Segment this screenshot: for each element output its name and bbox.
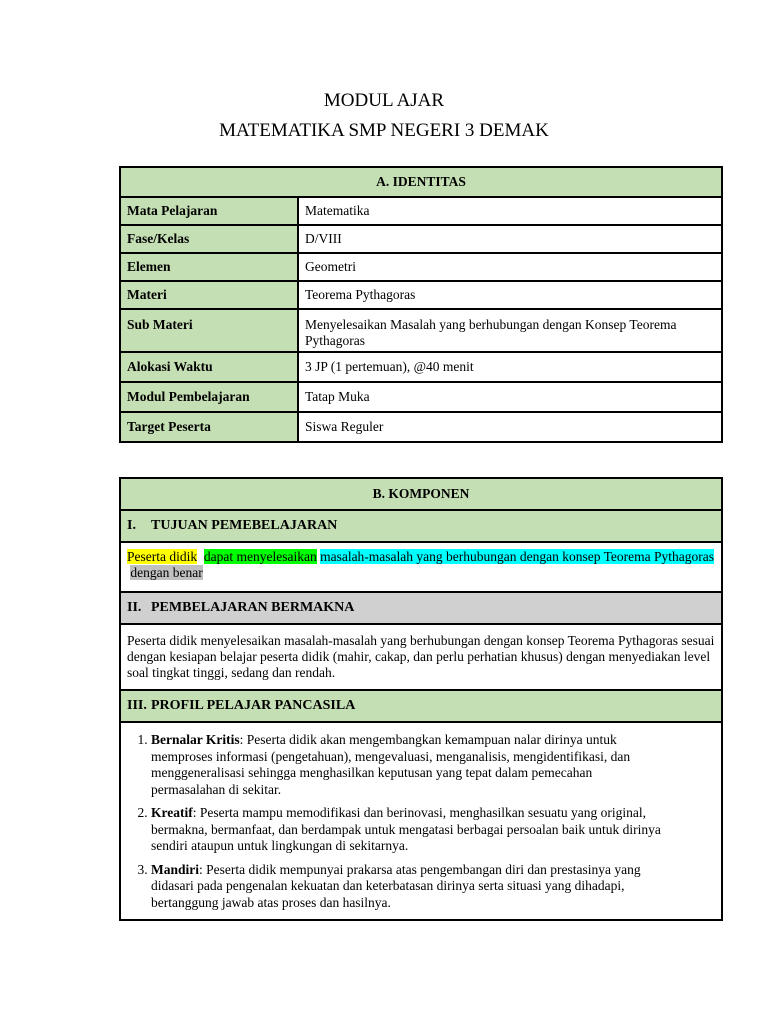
komponen-heading: B. KOMPONEN [120, 478, 722, 510]
row-label-materi: Materi [120, 281, 298, 309]
profil-desc: : Peserta didik akan mengembangkan kemampuan nalar dirinya untuk memproses informasi (pengetahuan), mengevaluasi, menganalisis, mengidentifikasi, dan menggeneralisasi sehingga menghasilkan keputusan yang tepat dalam pemecahan permasalahan di sekitar. [151, 732, 631, 797]
section-number: II. [127, 600, 142, 615]
row-value-modul-pembelajaran: Tatap Muka [298, 382, 722, 412]
document-subtitle: MATEMATIKA SMP NEGERI 3 DEMAK [219, 120, 549, 141]
profil-list-cell [120, 722, 722, 920]
highlight-segment: dapat menyelesaikan [203, 549, 317, 564]
document-title: MODUL AJAR [323, 90, 445, 111]
profil-term: Mandiri [151, 861, 200, 877]
profil-term: Bernalar Kritis [151, 732, 240, 747]
table-row [120, 412, 722, 442]
table-row [120, 253, 722, 281]
komponen-table [119, 477, 723, 921]
row-label-alokasi-waktu: Alokasi Waktu [120, 352, 298, 382]
row-value-mata-pelajaran: Matematika [298, 197, 722, 225]
section-title: TUJUAN PEMEBELAJARAN [151, 518, 338, 533]
row-label-elemen: Elemen [120, 253, 298, 281]
section-number: I. [127, 518, 136, 533]
table-row [120, 309, 722, 352]
section-tujuan-heading [120, 510, 722, 542]
list-item [151, 805, 661, 855]
identitas-heading: A. IDENTITAS [120, 167, 722, 197]
row-value-materi: Teorema Pythagoras [298, 281, 722, 309]
highlight-segment: dengan benar [130, 565, 203, 580]
row-label-target-peserta: Target Peserta [120, 412, 298, 442]
row-label-mata-pelajaran: Mata Pelajaran [120, 197, 298, 225]
row-label-fase-kelas: Fase/Kelas [120, 225, 298, 253]
highlight-segment: Peserta didik [127, 549, 198, 564]
table-row [120, 382, 722, 412]
section-bermakna-heading [120, 592, 722, 624]
table-row [120, 352, 722, 382]
profil-desc: : Peserta didik mempunyai prakarsa atas pengembangan diri dan prestasinya yang didasari pada pengenalan kekuatan dan keterbatasan dirinya serta situasi yang dihadapi, bertanggung jawab atas proses dan hasilnya. [151, 861, 641, 910]
row-value-sub-materi: Menyelesaikan Masalah yang berhubungan dengan Konsep Teorema Pythagoras [298, 309, 722, 352]
row-value-target-peserta: Siswa Reguler [298, 412, 722, 442]
section-profil-heading [120, 690, 722, 722]
bermakna-text: Peserta didik menyelesaikan masalah-masalah yang berhubungan dengan konsep Teorema Pythagoras sesuai dengan kesiapan belajar peserta didik (mahir, cakap, dan perlu perhatian khusus) dengan menyediakan level soal tingkat tinggi, sedang dan rendah. [120, 624, 722, 690]
row-label-sub-materi: Sub Materi [120, 309, 298, 352]
section-number: III. [127, 698, 147, 713]
table-row [120, 225, 722, 253]
list-item [151, 732, 661, 798]
profil-term: Kreatif [151, 805, 193, 820]
section-title: PEMBELAJARAN BERMAKNA [151, 600, 355, 615]
tujuan-text [120, 542, 722, 592]
row-label-modul-pembelajaran: Modul Pembelajaran [120, 382, 298, 412]
identitas-table [119, 166, 723, 443]
profil-desc: : Peserta mampu memodifikasi dan berinovasi, menghasilkan sesuatu yang original, bermakna, bermanfaat, dan berdampak untuk mengatasi berbagai persoalan baik untuk dirinya sendiri ataupun untuk lingkungan di sekitarnya. [151, 805, 661, 853]
row-value-fase-kelas: D/VIII [298, 225, 722, 253]
profil-list [127, 732, 661, 911]
plain-segment [197, 549, 204, 564]
table-row [120, 197, 722, 225]
section-title: PROFIL PELAJAR PANCASILA [151, 698, 356, 713]
row-value-elemen: Geometri [298, 253, 722, 281]
highlight-segment: masalah-masalah yang berhubungan dengan konsep Teorema Pythagoras [320, 549, 715, 564]
table-row [120, 281, 722, 309]
list-item [151, 862, 661, 912]
row-value-alokasi-waktu: 3 JP (1 pertemuan), @40 menit [298, 352, 722, 382]
